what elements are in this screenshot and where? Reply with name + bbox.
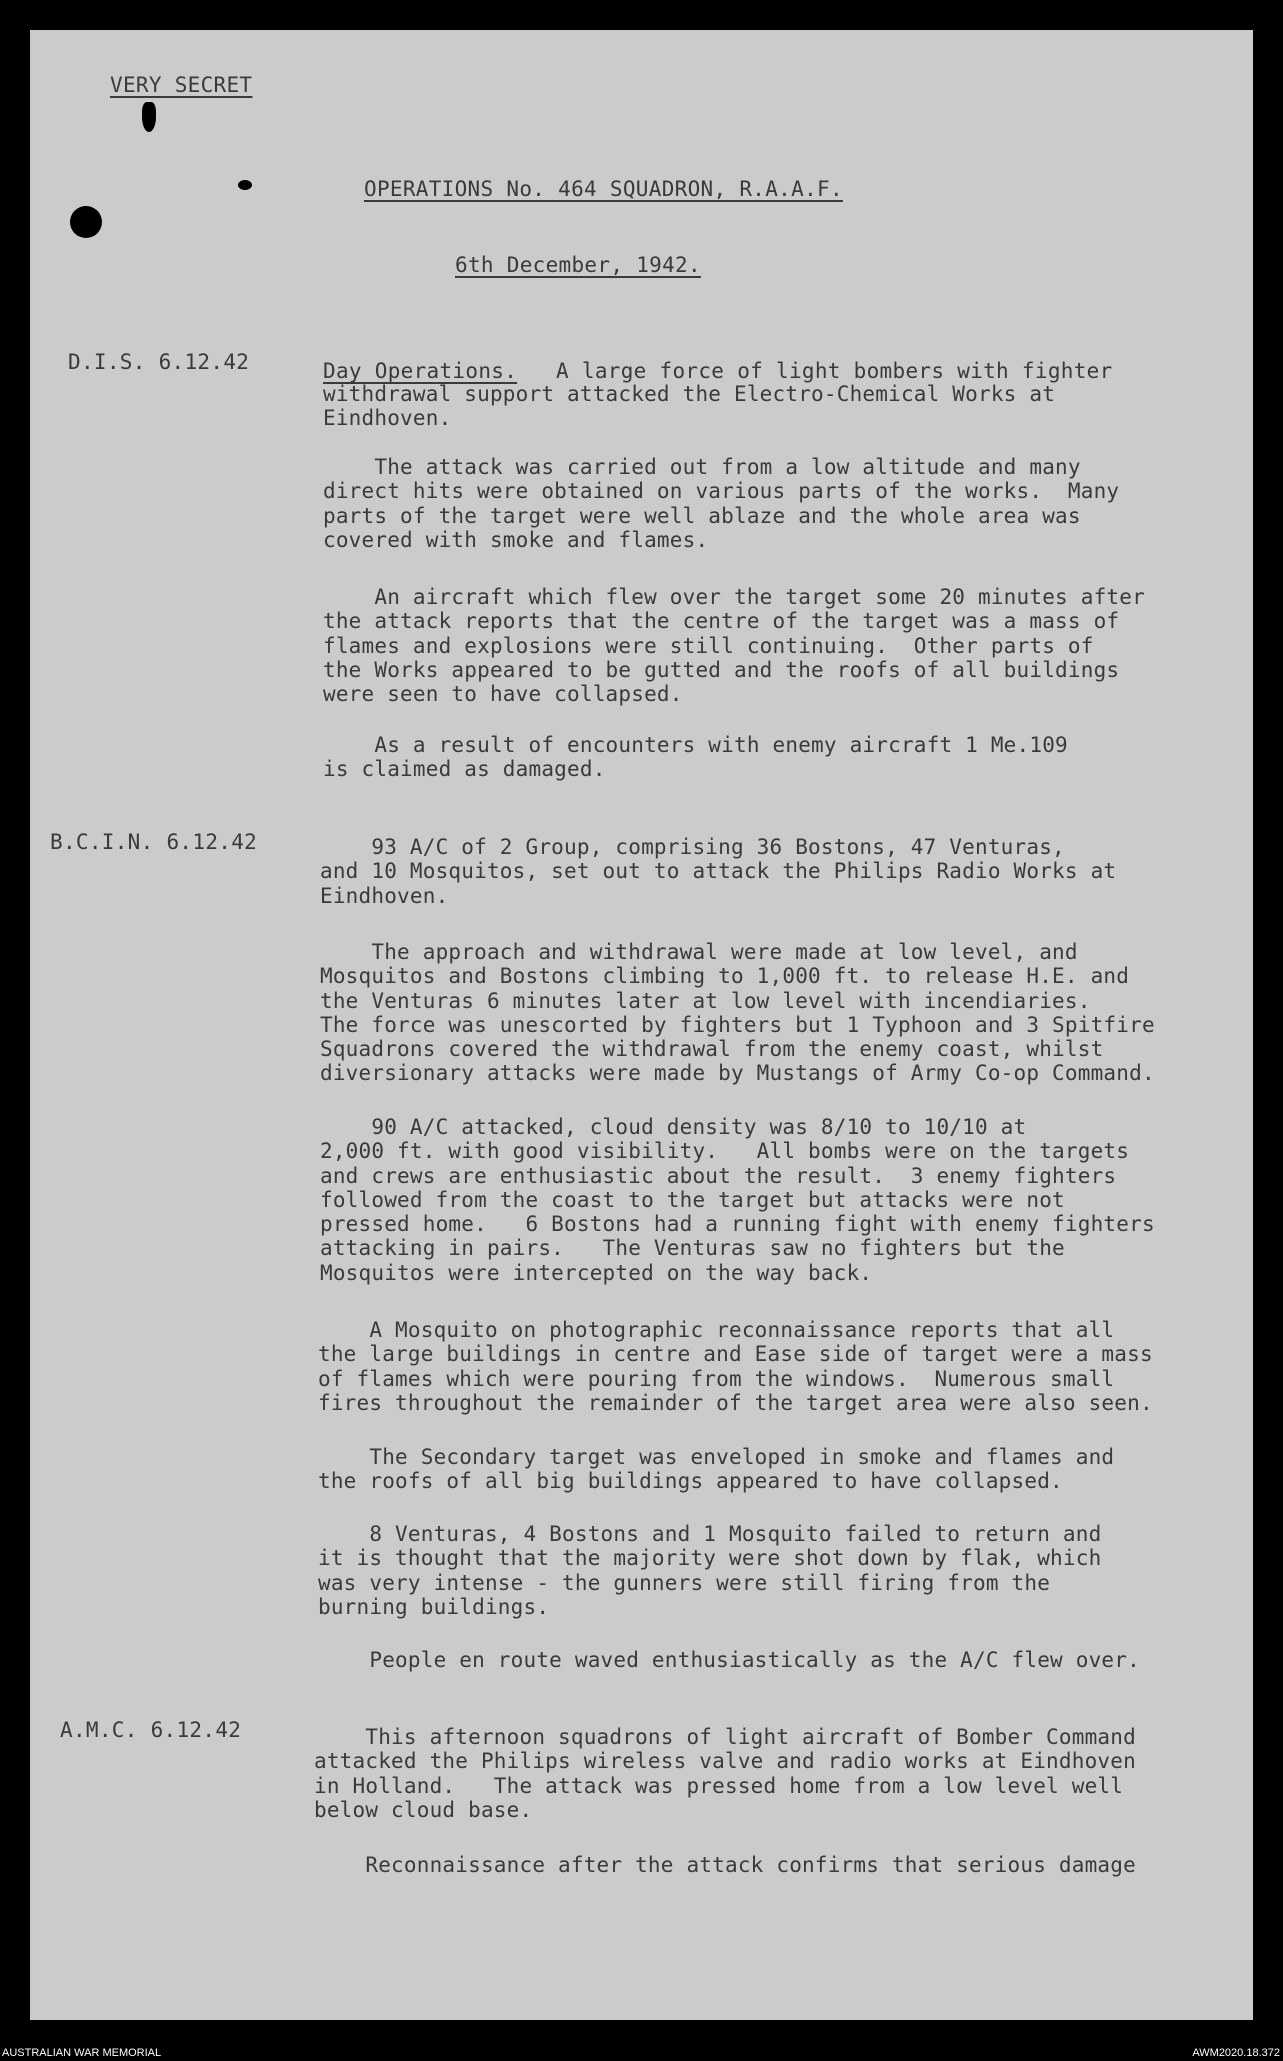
paragraph: The approach and withdrawal were made at low level, and Mosquitos and Bostons climbing to 1,000 ft. to release H.E. and the Venturas 6 minutes later at low level with incendiaries. The force was unescorted by fighters but 1 Typhoon and 3 Spitfire Squadrons covered the withdrawal from the enemy coast, whilst diversionary attacks were made by Mustangs of Army Co-op Command. [320, 940, 1155, 1086]
entry-reference: A.M.C. 6.12.42 [60, 1718, 242, 1742]
punch-hole [70, 206, 102, 238]
first-line-text: A large force of light bombers with fighter [517, 359, 1113, 383]
entry-first-line [323, 359, 1113, 383]
paragraph: A Mosquito on photographic reconnaissance reports that all the large buildings in centre and Ease side of target were a mass of flames which were pouring from the windows. Numerous small fires throughout the remainder of the target area were also seen. [318, 1318, 1153, 1415]
paragraph: withdrawal support attacked the Electro-Chemical Works at Eindhoven. [323, 382, 1056, 431]
archive-credit: AUSTRALIAN WAR MEMORIAL [2, 2047, 162, 2059]
section-heading: Day Operations. [323, 359, 518, 383]
paragraph: The Secondary target was enveloped in smoke and flames and the roofs of all big buildings appeared to have collapsed. [318, 1445, 1115, 1494]
paragraph: 90 A/C attacked, cloud density was 8/10 to 10/10 at 2,000 ft. with good visibility. All bombs were on the targets and crews are enthusiastic about the result. 3 enemy fighters followed from the coast to the target but attacks were not pressed home. 6 Bostons had a running fight with enemy fighters attacking in pairs. The Venturas saw no fighters but the Mosquitos were intercepted on the way back. [320, 1115, 1155, 1285]
paragraph: 93 A/C of 2 Group, comprising 36 Bostons, 47 Venturas, and 10 Mosquitos, set out to attack the Philips Radio Works at Eindhoven. [320, 835, 1117, 908]
paper-tear [142, 102, 156, 132]
paragraph: As a result of encounters with enemy aircraft 1 Me.109 is claimed as damaged. [323, 733, 1068, 782]
archive-reference: AWM2020.18.372 [1192, 2047, 1280, 2059]
paragraph: The attack was carried out from a low altitude and many direct hits were obtained on various parts of the works. Many parts of the target were well ablaze and the whole area was covered with smoke and flames. [323, 455, 1120, 552]
paper-tear [238, 180, 252, 190]
paragraph: 8 Venturas, 4 Bostons and 1 Mosquito failed to return and it is thought that the majority were shot down by flak, which was very intense - the gunners were still firing from the burning buildings. [318, 1522, 1102, 1619]
entry-reference: B.C.I.N. 6.12.42 [50, 830, 258, 854]
document-title: OPERATIONS No. 464 SQUADRON, R.A.A.F. [364, 177, 843, 201]
document-date: 6th December, 1942. [455, 253, 701, 277]
classification-stamp: VERY SECRET [110, 73, 253, 97]
paragraph: People en route waved enthusiastically as the A/C flew over. [318, 1648, 1140, 1672]
paragraph: An aircraft which flew over the target some 20 minutes after the attack reports that the centre of the target was a mass of flames and explosions were still continuing. Other parts of the Works appeared to be gutted and the roofs of all buildings were seen to have collapsed. [323, 585, 1145, 707]
entry-reference: D.I.S. 6.12.42 [68, 350, 250, 374]
paragraph: Reconnaissance after the attack confirms that serious damage [314, 1853, 1136, 1877]
paragraph: This afternoon squadrons of light aircraft of Bomber Command attacked the Philips wireless valve and radio works at Eindhoven in Holland. The attack was pressed home from a low level well below cloud base. [314, 1725, 1136, 1822]
